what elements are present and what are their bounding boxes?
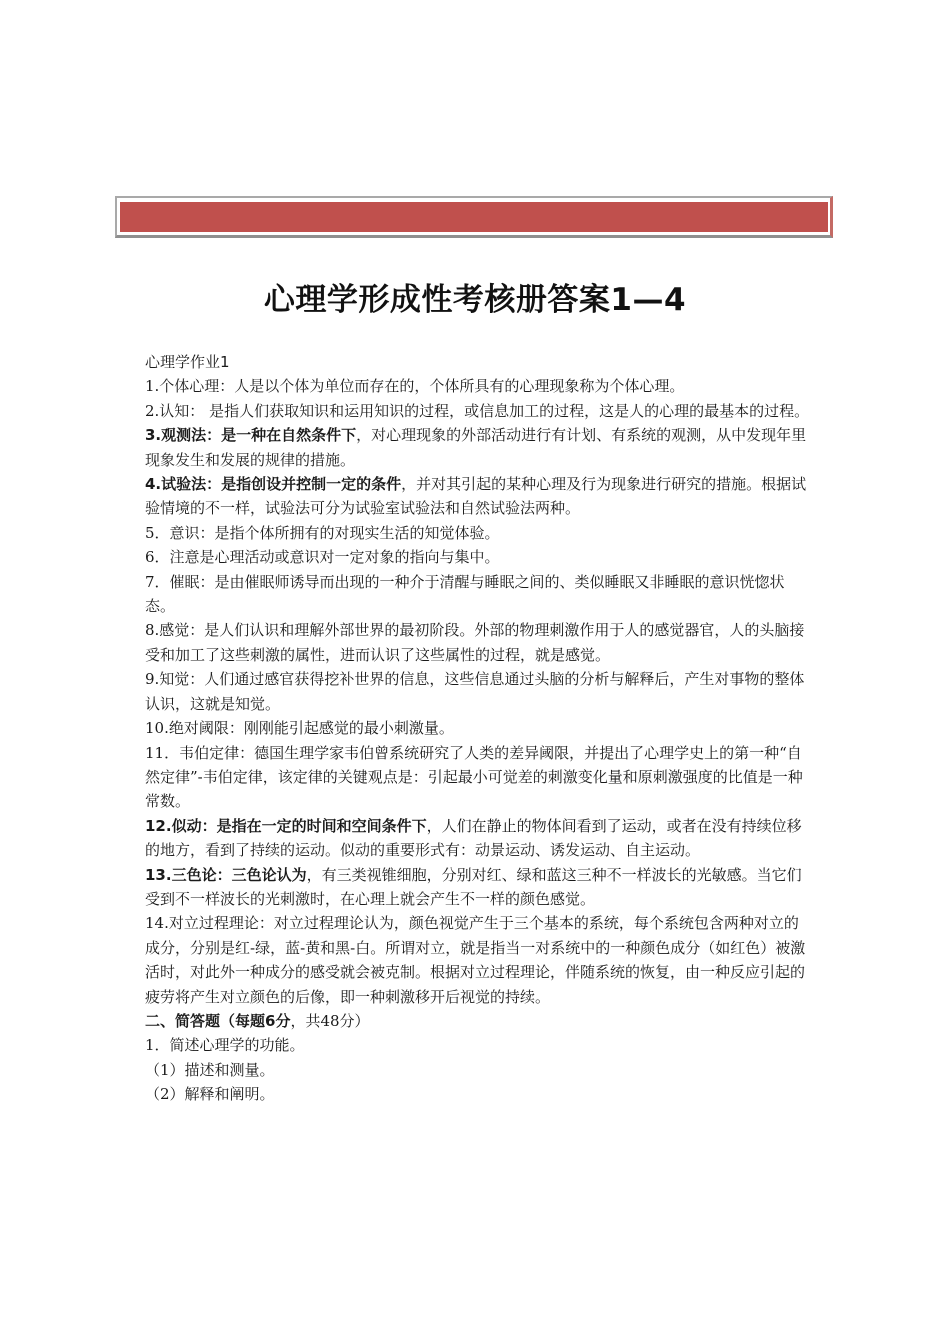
definition-9 [145,667,810,716]
definition-text: 9.知觉：人们通过感官获得挖补世界的信息，这些信息通过头脑的分析与解释后，产生对事物的整体认识，这就是知觉。 [145,670,805,713]
definition-14 [145,911,810,1009]
definition-term: 3.观测法：是一种在自然条件下 [145,426,357,445]
definition-text: 10.绝对阈限：刚刚能引起感觉的最小刺激量。 [145,719,454,738]
definition-text: ，对心理现象的外部活动进行有计划、有系统的观测，从中发现年里现象发生和发展的规律的措施。 [145,426,807,469]
definition-5 [145,521,810,545]
definition-text: 5．意识：是指个体所拥有的对现实生活的知觉体验。 [145,523,500,542]
definition-11 [145,741,810,814]
definition-6 [145,545,810,569]
definition-text: 6．注意是心理活动或意识对一定对象的指向与集中。 [145,548,500,567]
header-banner-bar [120,202,828,232]
definition-text: ，有三类视锥细胞，分别对红、绿和蓝这三种不一样波长的光敏感。当它们受到不一样波长的光刺激时，在心理上就会产生不一样的颜色感觉。 [145,865,802,908]
short-answer-heading [145,1009,810,1033]
definition-text: 14.对立过程理论：对立过程理论认为，颜色视觉产生于三个基本的系统，每个系统包含两种对立的成分，分别是红-绿，蓝-黄和黑-白。所谓对立，就是指当一对系统中的一种颜色成分（如红色）被激活时，对此外一种成分的感受就会被克制。根据对立过程理论，伴随系统的恢复，由一种反应引起的疲劳将产生对立颜色的后像，即一种刺激移开后视觉的持续。 [145,914,806,1006]
definition-7 [145,570,810,619]
document-body [145,350,810,1107]
definition-text: 1.个体心理：人是以个体为单位而存在的，个体所具有的心理现象称为个体心理。 [145,377,685,396]
definition-term: 13.三色论：三色论认为 [145,865,307,884]
definition-3 [145,423,810,472]
definition-12 [145,814,810,863]
question-1: 1．简述心理学的功能。 [145,1036,305,1055]
definition-text: ，人们在静止的物体间看到了运动，或者在没有持续位移的地方，看到了持续的运动。似动的重要形式有：动景运动、诱发运动、自主运动。 [145,816,802,860]
definition-1 [145,374,810,398]
document-title: 心理学形成性考核册答案1—4 [263,282,687,318]
definition-13 [145,863,810,912]
definition-2 [145,399,810,423]
definition-10 [145,716,810,740]
answer-item-1: （1）描述和测量。 [145,1060,275,1079]
definition-term: 4.试验法：是指创设并控制一定的条件 [145,475,402,494]
definition-text: 2.认知： 是指人们获取知识和运用知识的过程，或信息加工的过程，这是人的心理的最基本的过程。 [145,401,810,420]
definition-8 [145,618,810,667]
definition-text: 11．韦伯定律：德国生理学家韦伯曾系统研究了人类的差异阈限，并提出了心理学史上的第一种“自然定律”-韦伯定律，该定律的关键观点是：引起最小可觉差的刺激变化量和原刺激强度的比值是一种常数。 [145,743,803,811]
definition-text: 7．催眠：是由催眠师诱导而出现的一种介于清醒与睡眠之间的、类似睡眠又非睡眠的意识恍惚状态。 [145,572,785,616]
section-heading: 心理学作业1 [145,353,230,371]
short-answer-heading-bold: 二、简答题（每题6分 [145,1011,291,1030]
definition-text: 8.感觉：是人们认识和理解外部世界的最初阶段。外部的物理刺激作用于人的感觉器官，人的头脑接受和加工了这些刺激的属性，进而认识了这些属性的过程，就是感觉。 [145,621,805,664]
answer-item-2: （2）解释和阐明。 [145,1085,275,1104]
definition-text: ，并对其引起的某种心理及行为现象进行研究的措施。根据试验情境的不一样，试验法可分为试验室试验法和自然试验法两种。 [145,475,807,518]
short-answer-heading-rest: ，共48分） [290,1011,370,1030]
definition-term: 12.似动：是指在一定的时间和空间条件下 [145,816,427,835]
definition-4 [145,472,810,521]
